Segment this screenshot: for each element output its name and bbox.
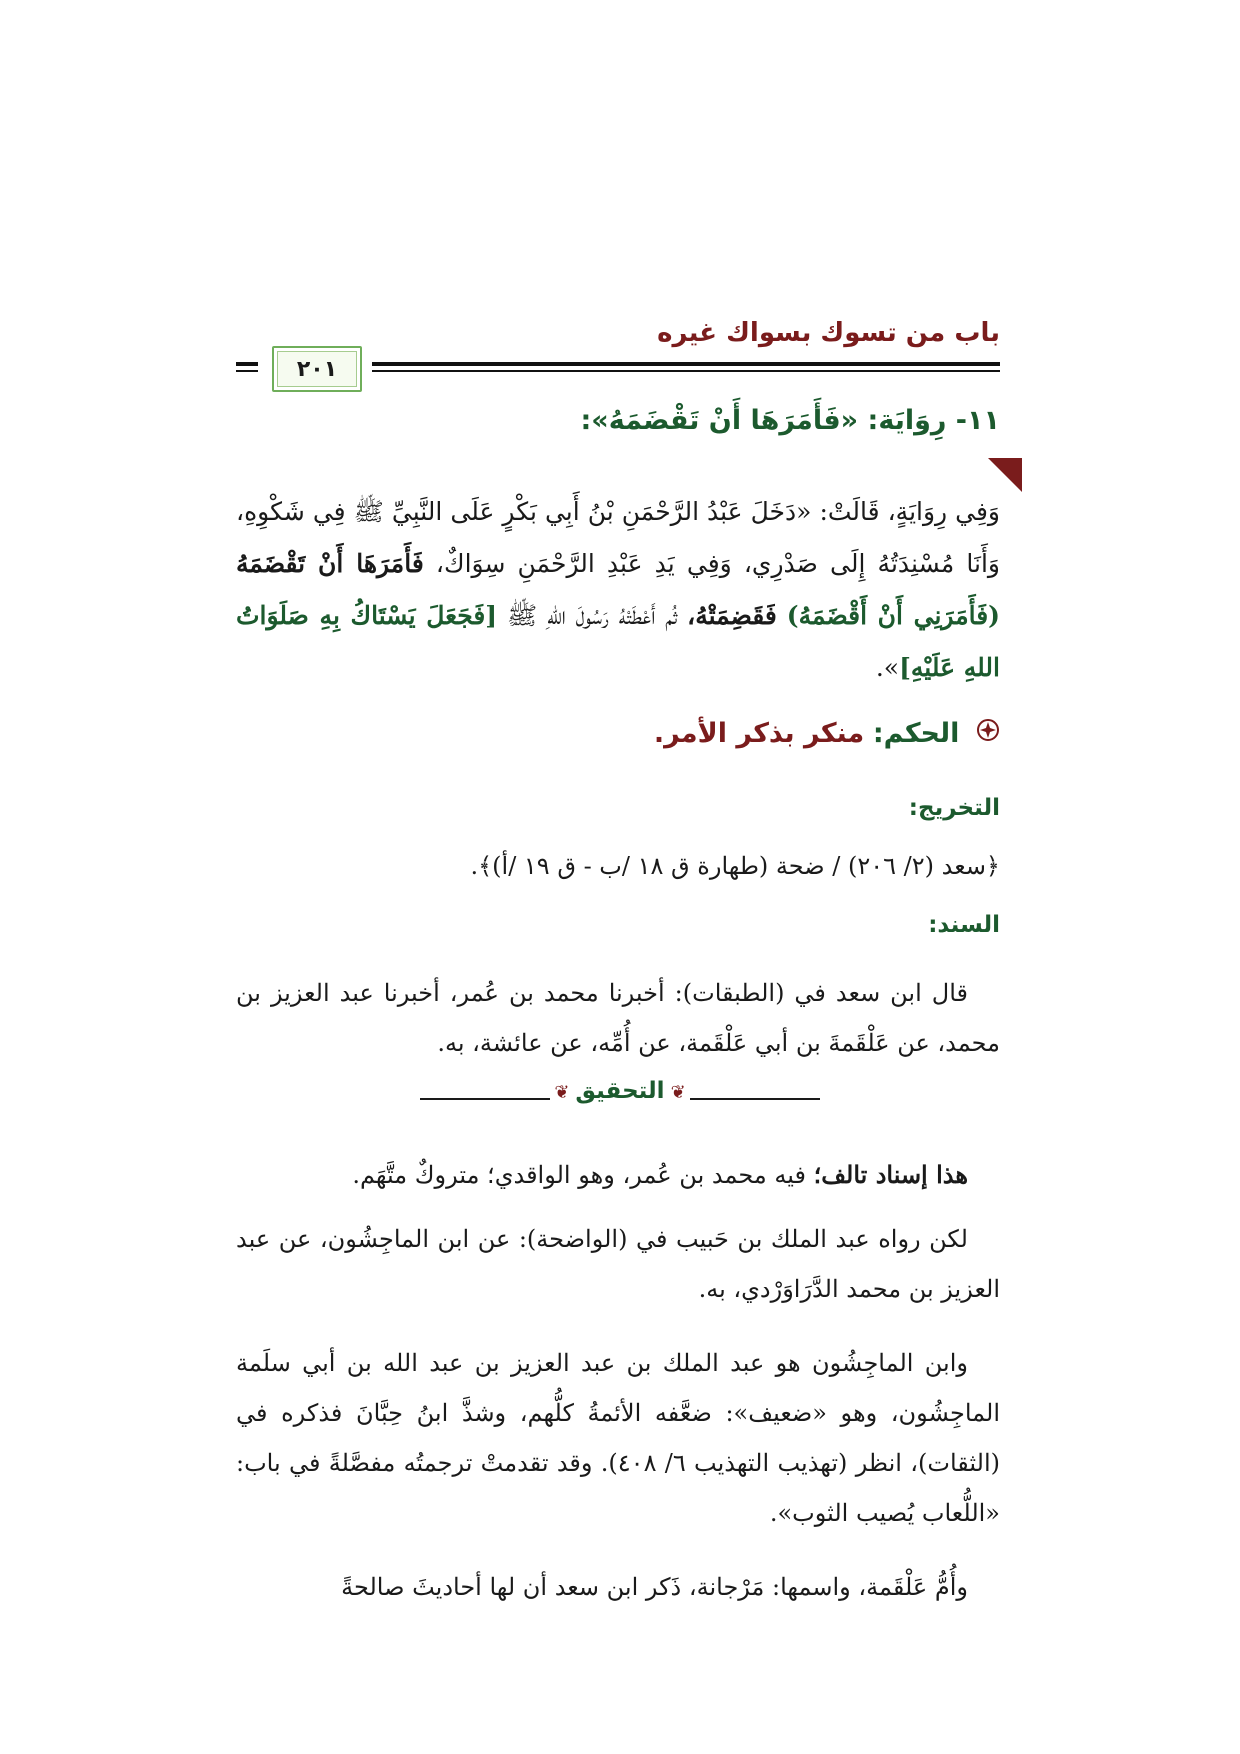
tahqiq-paragraph-3: وابن الماجِشُون هو عبد الملك بن عبد العزيز بن عبد الله بن أبي سلَمة الماجِشُون، وهو «ضعيف»: ضعَّفه الأئمةُ كلُّهم، وشذَّ ابنُ حِبَّانَ فذكره في (الثقات)، انظر (تهذيب التهذيب ٦/ ٤٠٨). وقد تقدمتْ ترجمتُه مفصَّلةً في باب: «اللُّعاب يُصيب الثوب». xyxy=(236,1349,1001,1527)
ornament-icon: ❦ xyxy=(670,1082,686,1103)
hadith-mid: ثُم أَعْطَتْهُ رَسُولَ اللهِ ﷺ xyxy=(507,601,678,630)
page-number: ٢٠١ xyxy=(296,356,338,382)
hadith-green-1: (فَأَمَرَنِي أَنْ أَقْضَمَهُ) xyxy=(786,601,1001,630)
section-title: ١١- رِوَايَة: «فَأَمَرَهَا أَنْ تَقْضَمَهُ»: xyxy=(580,405,1000,436)
ornament-icon: ❦ xyxy=(554,1082,570,1103)
header-rule-right xyxy=(372,362,1000,366)
tahqiq-heading: التحقيق xyxy=(575,1078,665,1104)
verdict xyxy=(236,718,1000,749)
hadith-bold-2: فَقَضِمَتْهُ، xyxy=(687,601,777,630)
tahqiq-divider xyxy=(420,1078,820,1118)
verdict-label: الحكم: xyxy=(872,718,960,749)
tahqiq-p1-bold: هذا إسناد تالف؛ xyxy=(813,1160,968,1189)
sanad-heading: السند: xyxy=(928,912,1000,938)
header-title: باب من تسوك بسواك غيره xyxy=(657,318,1000,348)
tahqiq-paragraph-1 xyxy=(236,1150,1000,1200)
hadith-green-2: [فَجَعَلَ يَسْتَاكُ بِهِ صَلَوَاتُ اللهِ عَلَيْهِ] xyxy=(236,601,1000,682)
tahqiq-p1-rest: فيه محمد بن عُمر، وهو الواقدي؛ متروكٌ متَّهَم. xyxy=(352,1161,806,1189)
tahqiq-paragraph-2: لكن رواه عبد الملك بن حَبيب في (الواضحة): عن ابن الماجِشُون، عن عبد العزيز بن محمد الدَّرَاوَرْدي، به. xyxy=(236,1225,1000,1303)
tahqiq-paragraph-4: وأُمُّ عَلْقَمة، واسمها: مَرْجانة، ذَكر ابن سعد أن لها أحاديثَ صالحةً xyxy=(341,1573,968,1601)
hadith-intro: وَفِي رِوَايَةٍ، قَالَتْ: «دَخَلَ عَبْدُ الرَّحْمَنِ بْنُ أَبِي بَكْرٍ عَلَى النَّبِيِّ ﷺ فِي شَكْوِهِ، وَأَنَا مُسْنِدَتُهُ إِلَى صَدْرِي، وَفِي يَدِ عَبْدِ الرَّحْمَنِ سِوَاكٌ، xyxy=(236,497,1000,578)
hadith-end: ». xyxy=(875,653,900,682)
header-rule-right-thin xyxy=(372,370,1000,372)
takhrij-text: ﴿سعد (٢/ ٢٠٦) / ضحة (طهارة ق ١٨ /ب - ق ١٩ /أ)﴾. xyxy=(470,852,1000,880)
tahqiq-heading-wrap xyxy=(420,1078,820,1104)
verdict-value: منكر بذكر الأمر. xyxy=(653,718,865,749)
emblem-icon xyxy=(976,718,1000,749)
takhrij-heading: التخريج: xyxy=(908,795,1000,821)
hadith-bold-1: فَأَمَرَهَا أَنْ تَقْضَمَهُ xyxy=(236,549,424,578)
page-number-badge xyxy=(272,346,362,392)
header-rule-left xyxy=(236,362,258,366)
sanad-text: قال ابن سعد في (الطبقات): أخبرنا محمد بن عُمر، أخبرنا عبد العزيز بن محمد، عن عَلْقَمةَ بن أبي عَلْقَمة، عن أُمِّه، عن عائشة، به. xyxy=(236,979,1000,1057)
hadith-text xyxy=(236,486,1000,694)
header-rule-left-thin xyxy=(236,370,258,372)
